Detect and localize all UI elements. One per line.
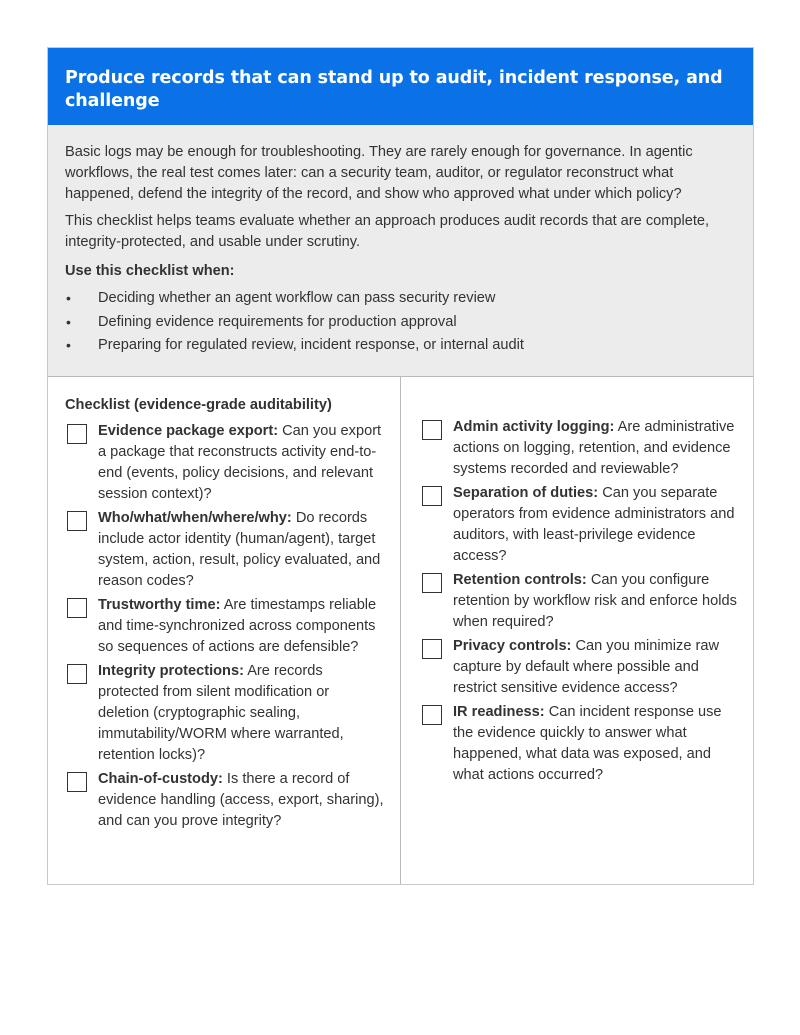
checkbox[interactable]: [422, 639, 442, 659]
checklist-item: [420, 570, 737, 633]
checklist-columns: [48, 377, 753, 884]
checklist-right-column: [401, 377, 753, 884]
item-label: Trustworthy time:: [98, 597, 221, 613]
use-cases-list: [65, 287, 736, 358]
list-item: • Defining evidence requirements for production approval: [65, 311, 736, 335]
checklist-item: [65, 661, 384, 766]
list-item: • Deciding whether an agent workflow can pass security review: [65, 287, 736, 311]
item-label: Integrity protections:: [98, 663, 244, 679]
checklist-title: Checklist (evidence-grade auditability): [65, 397, 332, 413]
checkbox[interactable]: [67, 772, 87, 792]
checklist-item: [65, 595, 384, 658]
intro-paragraph: This checklist helps teams evaluate whether an approach produces audit records that are complete, integrity-protected, and usable under scrutiny.: [65, 213, 710, 250]
item-text: Do records include actor identity (human/agent), target system, action, result, policy evaluated, and reason codes?: [98, 510, 381, 589]
item-text: Can you configure retention by workflow risk and enforce holds when required?: [453, 572, 737, 630]
bullet-icon: •: [66, 313, 71, 330]
use-checklist-title: Use this checklist when:: [65, 263, 235, 279]
item-label: Separation of duties:: [453, 485, 599, 501]
checklist-item: [420, 483, 737, 567]
list-item: • Preparing for regulated review, incident response, or internal audit: [65, 334, 736, 358]
checkbox[interactable]: [67, 598, 87, 618]
item-text: Are records protected from silent modification or deletion (cryptographic sealing, immutability/WORM where warranted, retention locks)?: [98, 663, 344, 763]
item-text: Can incident response use the evidence quickly to answer what happened, what data was exposed, and what actions occurred?: [453, 704, 722, 783]
item-text: Is there a record of evidence handling (access, export, sharing), and can you prove integrity?: [98, 771, 384, 829]
checklist-item: [420, 636, 737, 699]
intro-section: [48, 125, 753, 377]
item-label: Evidence package export:: [98, 423, 279, 439]
checklist-item: [420, 702, 737, 786]
item-label: Admin activity logging:: [453, 419, 615, 435]
bullet-icon: •: [66, 290, 71, 306]
checklist-item: [65, 508, 384, 592]
card-header: [48, 48, 753, 125]
intro-paragraph: Basic logs may be enough for troubleshooting. They are rarely enough for governance. In agentic workflows, the real test comes later: can a security team, auditor, or regulator reconstruct what happened, defend the integrity of the record, and show who approved what under which policy?: [65, 144, 693, 202]
checkbox[interactable]: [67, 664, 87, 684]
checklist-card: [47, 47, 754, 885]
item-text: Are administrative actions on logging, retention, and evidence systems recorded and reviewable?: [453, 419, 735, 477]
checkbox[interactable]: [67, 511, 87, 531]
item-label: IR readiness:: [453, 704, 545, 720]
item-label: Retention controls:: [453, 572, 587, 588]
checklist-item: [65, 421, 384, 505]
checkbox[interactable]: [422, 705, 442, 725]
card-title: Produce records that can stand up to audit, incident response, and challenge: [65, 68, 723, 111]
checkbox[interactable]: [422, 420, 442, 440]
checklist-item: [420, 417, 737, 480]
checkbox[interactable]: [422, 573, 442, 593]
checklist-left-column: [48, 377, 401, 884]
item-text: Are timestamps reliable and time-synchronized across components so sequences of actions are defensible?: [98, 597, 377, 655]
item-label: Who/what/when/where/why:: [98, 510, 292, 526]
checkbox[interactable]: [67, 424, 87, 444]
bullet-icon: •: [66, 337, 71, 353]
item-text: Can you export a package that reconstructs activity end-to-end (events, policy decisions, and relevant session context)?: [98, 423, 382, 502]
item-label: Chain-of-custody:: [98, 771, 223, 787]
checklist-item: [65, 769, 384, 832]
item-label: Privacy controls:: [453, 638, 572, 654]
checkbox[interactable]: [422, 486, 442, 506]
item-text: Can you separate operators from evidence administrators and auditors, with least-privilege evidence access?: [453, 485, 735, 564]
item-text: Can you minimize raw capture by default where possible and restrict sensitive evidence access?: [453, 638, 720, 696]
